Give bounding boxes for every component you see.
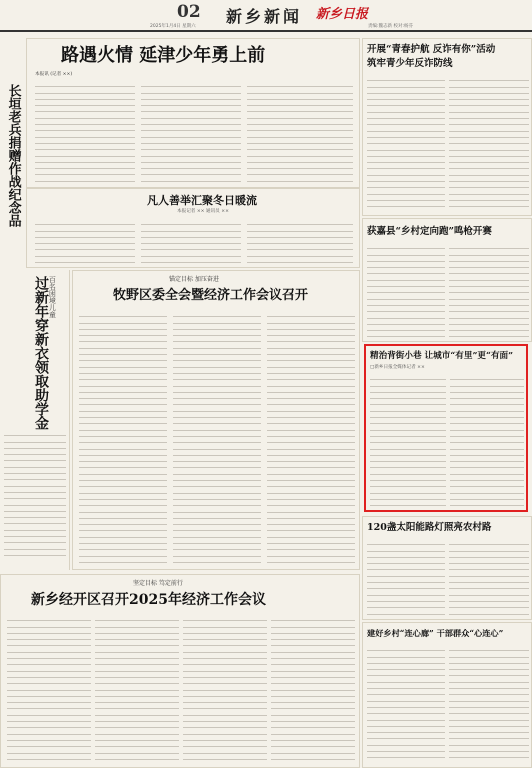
antifraud-body-col2 [449,75,529,213]
muye-body-col2 [173,311,261,565]
muye-headline: 牧野区委全会暨经济工作会议召开 [113,288,309,303]
kaifaqu-body-col2 [95,615,179,765]
solar-body-col2 [449,539,529,617]
children-kicker: 百名困境儿童 [48,276,57,318]
kaifaqu-body-col3 [183,615,267,765]
muye-body-col1 [79,311,167,565]
highlighted-alley-story[interactable] [364,344,528,512]
children-body [4,430,66,560]
lead-byline: 本报讯 (记者 ××) [35,72,73,77]
orienteering-headline: 获嘉县“乡村定向跑”鸣枪开赛 [367,226,492,237]
orienteering-body-col1 [367,243,445,339]
alley-body-col2 [450,374,524,508]
antifraud-subheadline: 筑牢青少年反诈防线 [367,58,453,69]
muye-body-col3 [267,311,355,565]
orienteering-body-col2 [449,243,529,339]
masthead-logo: 新乡日报 [316,7,369,22]
antifraud-headline: 开展“青春护航 反诈有你”活动 [367,44,496,55]
orienteering-story [362,218,532,342]
village-body-col2 [449,645,529,765]
lead-body-col1 [35,81,135,185]
kaifaqu-body-col4 [271,615,355,765]
kindness-body-col3 [247,219,353,265]
muye-kicker: 锚定目标 加压奋进 [169,276,219,283]
lead-body-col3 [247,81,353,185]
issue-date: 2025年1月4日 星期六 [150,24,196,29]
kindness-body-col2 [141,219,241,265]
solar-story [362,516,532,620]
alley-body-col1 [370,374,446,508]
village-story [362,622,532,768]
solar-headline: 120盏太阳能路灯照亮农村路 [367,522,492,533]
village-headline: 建好乡村“连心廊” 干部群众“心连心” [367,628,504,638]
lead-story [26,38,360,188]
kindness-body-col1 [35,219,135,265]
children-headline: 过新年穿新衣领取助学金 [33,276,49,430]
kindness-headline: 凡人善举汇聚冬日暖流 [147,194,257,207]
kaifaqu-kicker: 坚定目标 笃定前行 [133,580,183,587]
alley-headline[interactable]: 精治背街小巷 让城市“有里”更“有面” [370,351,514,361]
solar-body-col1 [367,539,445,617]
kaifaqu-body-col1 [7,615,91,765]
section-title: 新乡新闻 [226,7,303,26]
kaifaqu-headline: 新乡经开区召开2025年经济工作会议 [31,592,266,608]
antifraud-story [362,38,532,216]
page-header [0,0,532,32]
lead-body-col2 [141,81,241,185]
antifraud-body-col1 [367,75,445,213]
lead-headline: 路遇火情 延津少年勇上前 [61,45,266,66]
editor-credit: 责编:魏志新 校对:杨芬 [368,24,413,29]
village-body-col1 [367,645,445,765]
kaifaqu-story [0,574,360,768]
veteran-headline: 长垣老兵捐赠作战纪念品 [5,84,21,227]
muye-story [72,270,360,570]
children-story [0,270,70,570]
kindness-byline: 本报记者 ×× 通讯员 ×× [177,209,229,214]
kindness-story [26,188,360,268]
veteran-story [0,38,26,268]
page-number: 02 [177,2,201,22]
alley-byline: □新乡日报全媒体记者 ×× [370,365,425,370]
